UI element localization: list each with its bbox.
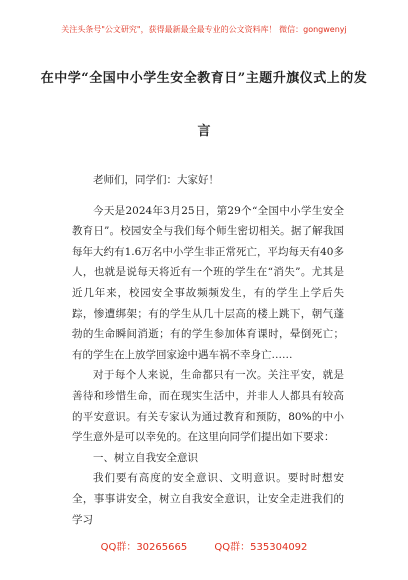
footer-contact <box>0 538 408 553</box>
document-body <box>72 170 344 530</box>
paragraph-3: 我们要有高度的安全意识、文明意识。要时时想安全，事事讲安全，树立自我安全意识，让安全走进我们的学习 <box>72 472 344 526</box>
greeting: 老师们，同学们：大家好！ <box>93 174 219 186</box>
paragraph-1: 今天是2024年3月25日，第29个“全国中小学生安全教育日”。校园安全与我们每个师生密切相关。据了解我国每年大约有1.6万名中小学生非正常死亡，平均每天有40多人，也就是说每天将近有一个班的学生在“消失”。尤其是近几年来，校园安全事故频频发生，有的学生上学后失踪，惨遭绑架；有的学生从几十层高的楼上跳下，朝气蓬勃的生命瞬间消逝；有的学生参加体育课时，晕倒死亡；有的学生在上放学回家途中遇车祸不幸身亡…… <box>72 204 344 361</box>
section-heading-1: 一、树立自我安全意识 <box>93 451 198 464</box>
footer-qq-group-1: QQ群：30265665 <box>100 542 188 553</box>
document-title-continued: 言 <box>197 124 211 139</box>
header-promo: 关注头条号"公文研究"，获得最新最全最专业的公文资料库！ 微信：gongwenyj <box>61 25 347 34</box>
document-title: 在中学“全国中小学生安全教育日”主题升旗仪式上的发 <box>40 71 368 86</box>
footer-qq-group-2: QQ群：535304092 <box>214 542 308 553</box>
paragraph-2: 对于每个人来说，生命都只有一次。关注平安，就是善待和珍惜生命，而在现实生活中，并非人人都具有较高的平安意识。有关专家认为通过教育和预防，80%的中小学生意外是可以幸免的。在这里向同学们提出如下要求： <box>72 369 344 444</box>
